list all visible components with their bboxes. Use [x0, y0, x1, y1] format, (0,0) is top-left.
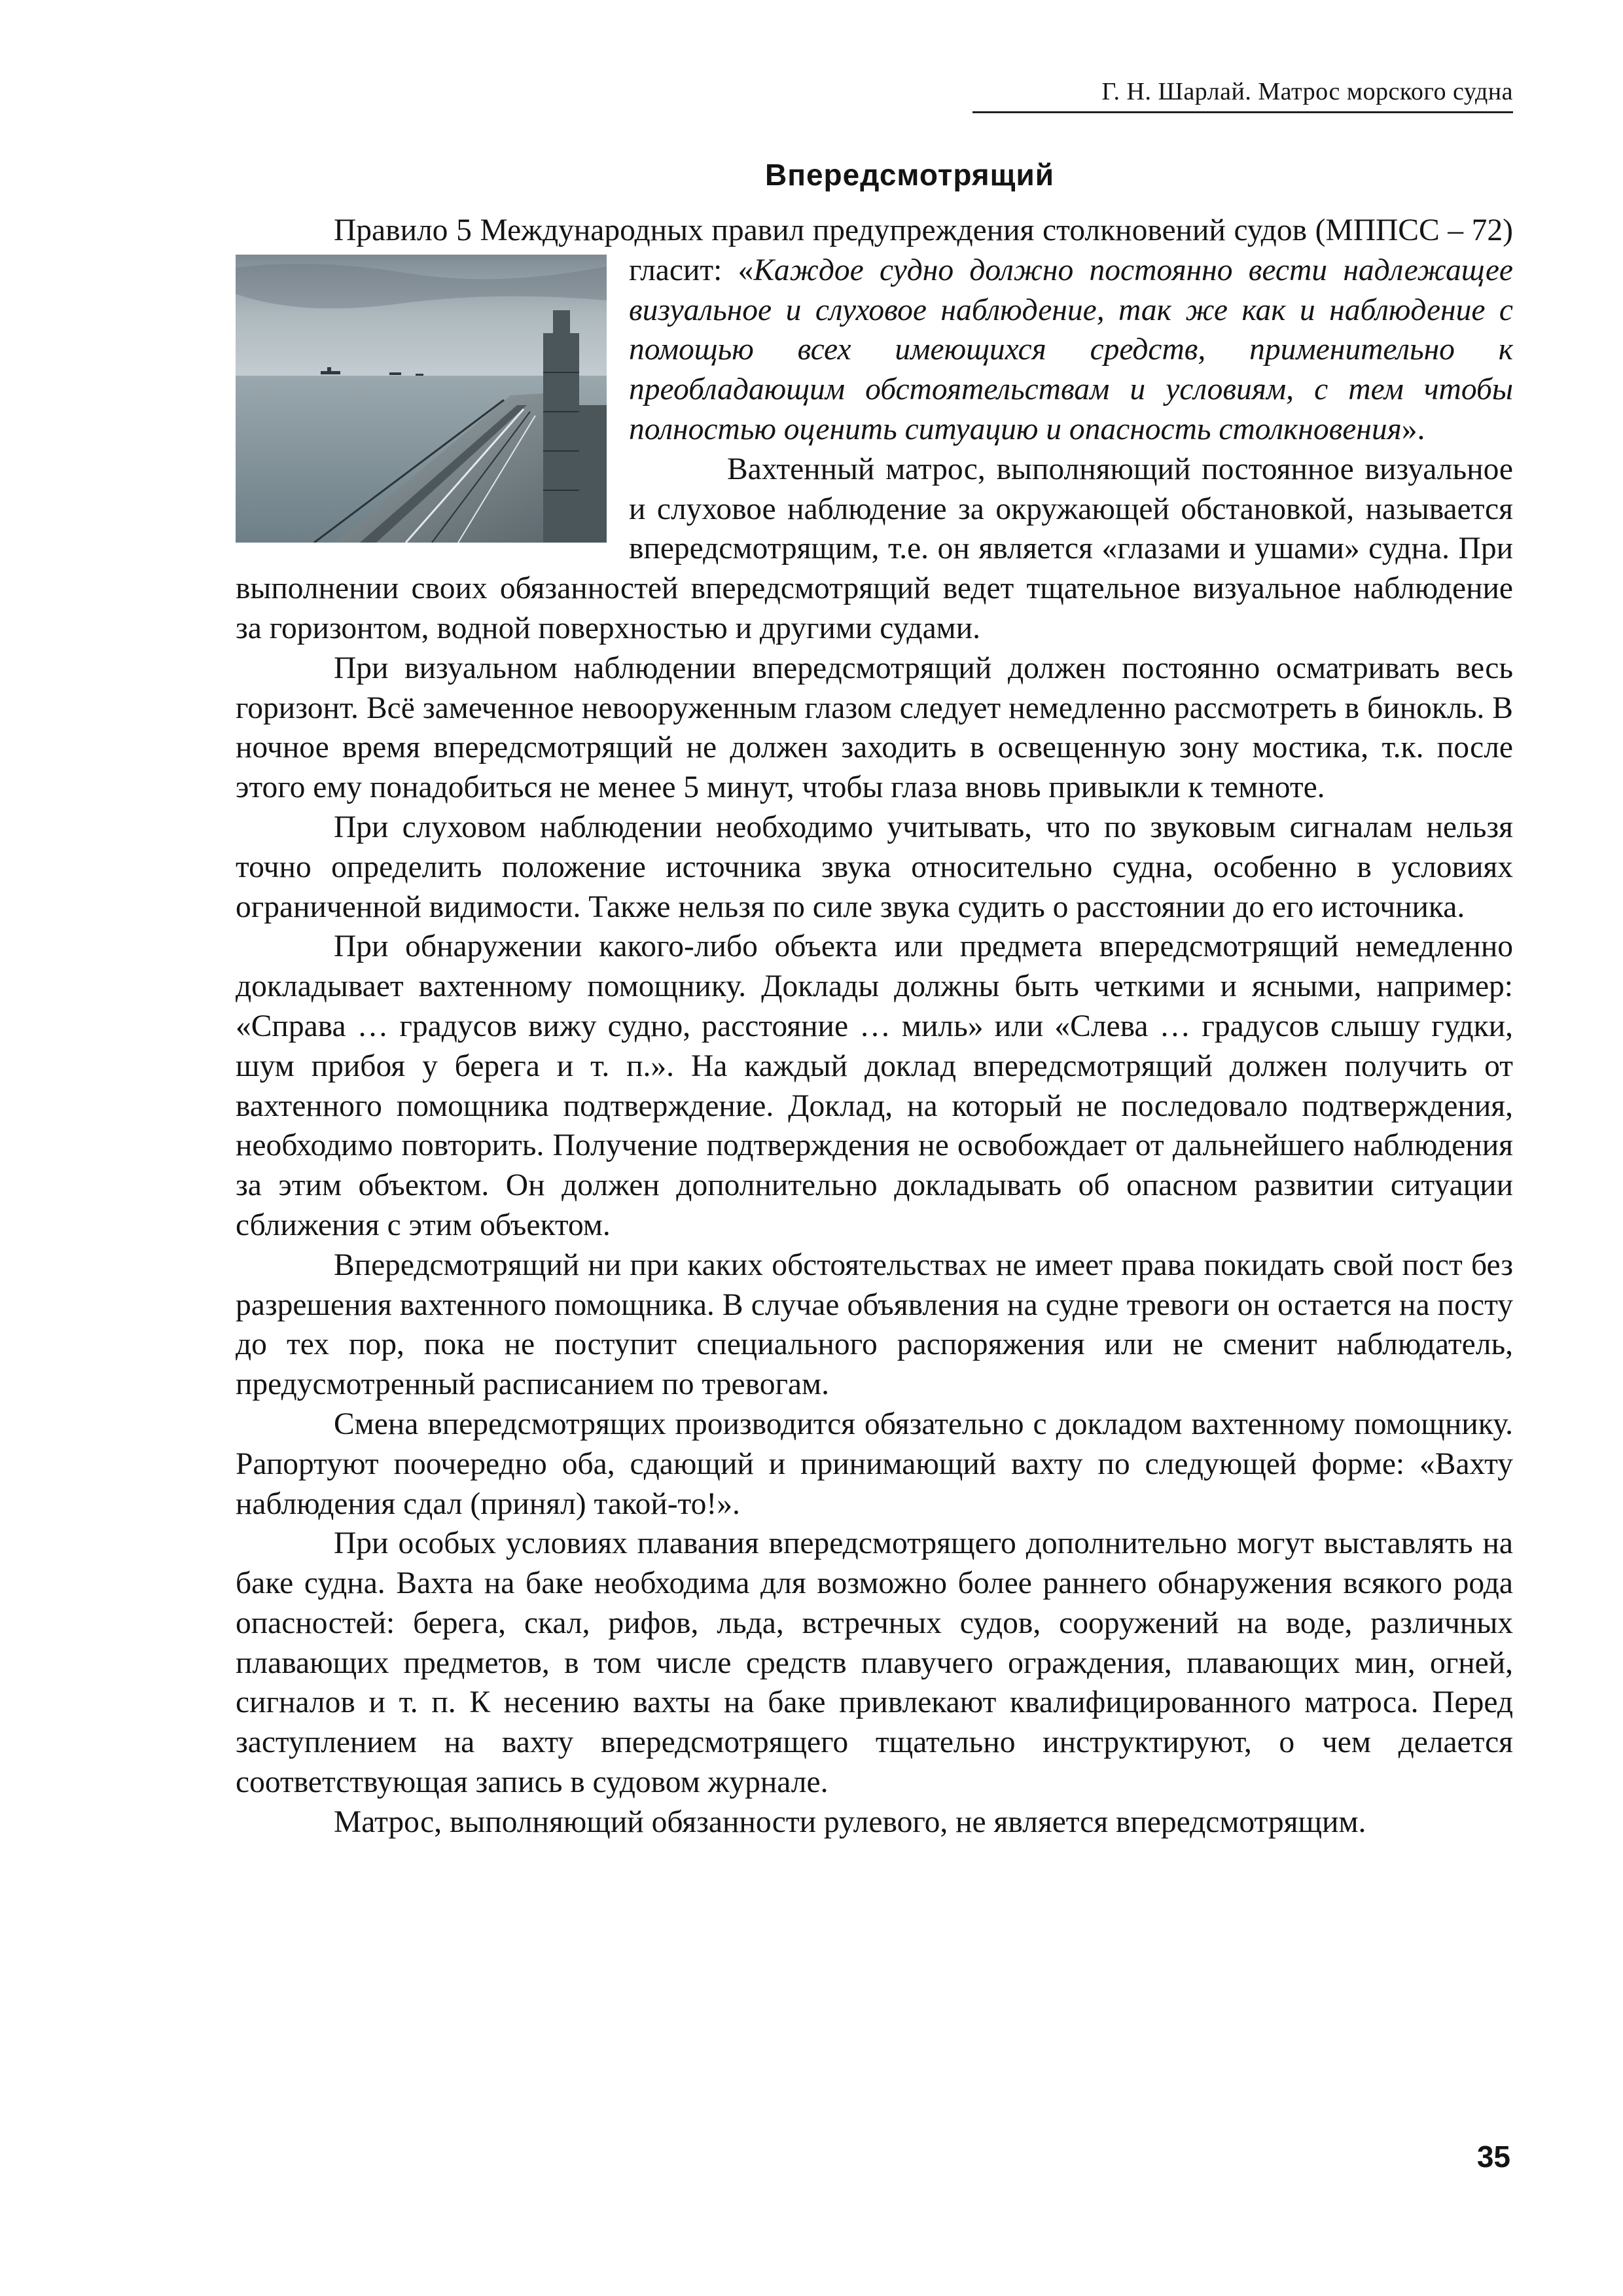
page-number: 35	[1476, 2140, 1510, 2174]
tanker-deck-photo	[236, 255, 607, 543]
paragraph-1-end: ».	[1401, 412, 1425, 446]
paragraph-6: Впередсмотрящий ни при каких обстоятельствах не имеет права покидать свой пост без разрешения вахтенного помощника. В случае объявления на судне тревоги он остается на посту до тех пор, пока не поступит специального распоряжения или не сменит наблюдатель, предусмотренный расписанием по тревогам.	[236, 1247, 1513, 1402]
paragraph-9: Матрос, выполняющий обязанности рулевого, не является впередсмотрящим.	[334, 1804, 1366, 1839]
header-rule	[972, 111, 1513, 113]
section-title: Впередсмотрящий	[764, 158, 1055, 192]
body-text	[236, 211, 1513, 1842]
paragraph-4: При слуховом наблюдении необходимо учитывать, что по звуковым сигналам нельзя точно определить положение источника звука относительно судна, особенно в условиях ограниченной видимости. Также нельзя по силе звука судить о расстоянии до его источника.	[236, 810, 1513, 924]
paragraph-1	[236, 211, 1513, 450]
paragraph-1-intro: Правило 5 Международных правил предупреждения столкновений судов (МППСС – 72) гласит: «	[334, 213, 1513, 287]
paragraph-8: При особых условиях плавания впередсмотрящего дополнительно могут выставлять на баке судна. Вахта на баке необходима для возможно более раннего обнаружения всякого рода опасностей: берега, скал, рифов, льда, встречных судов, сооружений на воде, различных плавающих предметов, в том числе средств плавучего ограждения, плавающих мин, огней, сигналов и т. п. К несению вахты на баке привлекают квалифицированного матроса. Перед заступлением на вахту впередсмотрящего тщательно инструктируют, о чем делается соответствующая запись в судовом журнале.	[236, 1526, 1513, 1800]
running-header: Г. Н. Шарлай. Матрос морского судна	[1101, 78, 1513, 105]
paragraph-5: При обнаружении какого-либо объекта или предмета впередсмотрящий немедленно докладывает вахтенному помощнику. Доклады должны быть четкими и ясными, например: «Справа … градусов вижу судно, расстояние … миль» или «Слева … градусов слышу гудки, шум прибоя у берега и т. п.». На каждый доклад впередсмотрящий должен получить от вахтенного помощника подтверждение. Доклад, на который не последовало подтверждения, необходимо повторить. Получение подтверждения не освобождает от дальнейшего наблюдения за этим объектом. Он должен дополнительно докладывать об опасном развитии ситуации сближения с этим объектом.	[236, 929, 1513, 1242]
paragraph-7: Смена впередсмотрящих производится обязательно с докладом вахтенному помощнику. Рапортуют поочередно оба, сдающий и принимающий вахту по следующей форме: «Вахту наблюдения сдал (принял) такой-то!».	[236, 1407, 1513, 1521]
paragraph-3: При визуальном наблюдении впередсмотрящий должен постоянно осматривать весь горизонт. Всё замеченное невооруженным глазом следует немедленно рассмотреть в бинокль. В ночное время впередсмотрящий не должен заходить в освещенную зону мостика, т.к. после этого ему понадобиться не менее 5 минут, чтобы глаза вновь привыкли к темноте.	[236, 651, 1513, 805]
paragraph-2: Вахтенный матрос, выполняющий постоянное визуальное и слуховое наблюдение за окружающей обстановкой, называется впередсмотрящим, т.е. он является «глазами и ушами» судна. При выполнении своих обязанностей впередсмотрящий ведет тщательное визуальное наблюдение за горизонтом, водной поверхностью и другими судами.	[236, 452, 1513, 645]
rule-quote: Каждое судно должно постоянно вести надлежащее визуальное и слуховое наблюдение, так же как и наблюдение с помощью всех имеющихся средств, применительно к преобладающим обстоятельствам и условиям, с тем чтобы полностью оценить ситуацию и опасность столкновения	[629, 253, 1513, 446]
